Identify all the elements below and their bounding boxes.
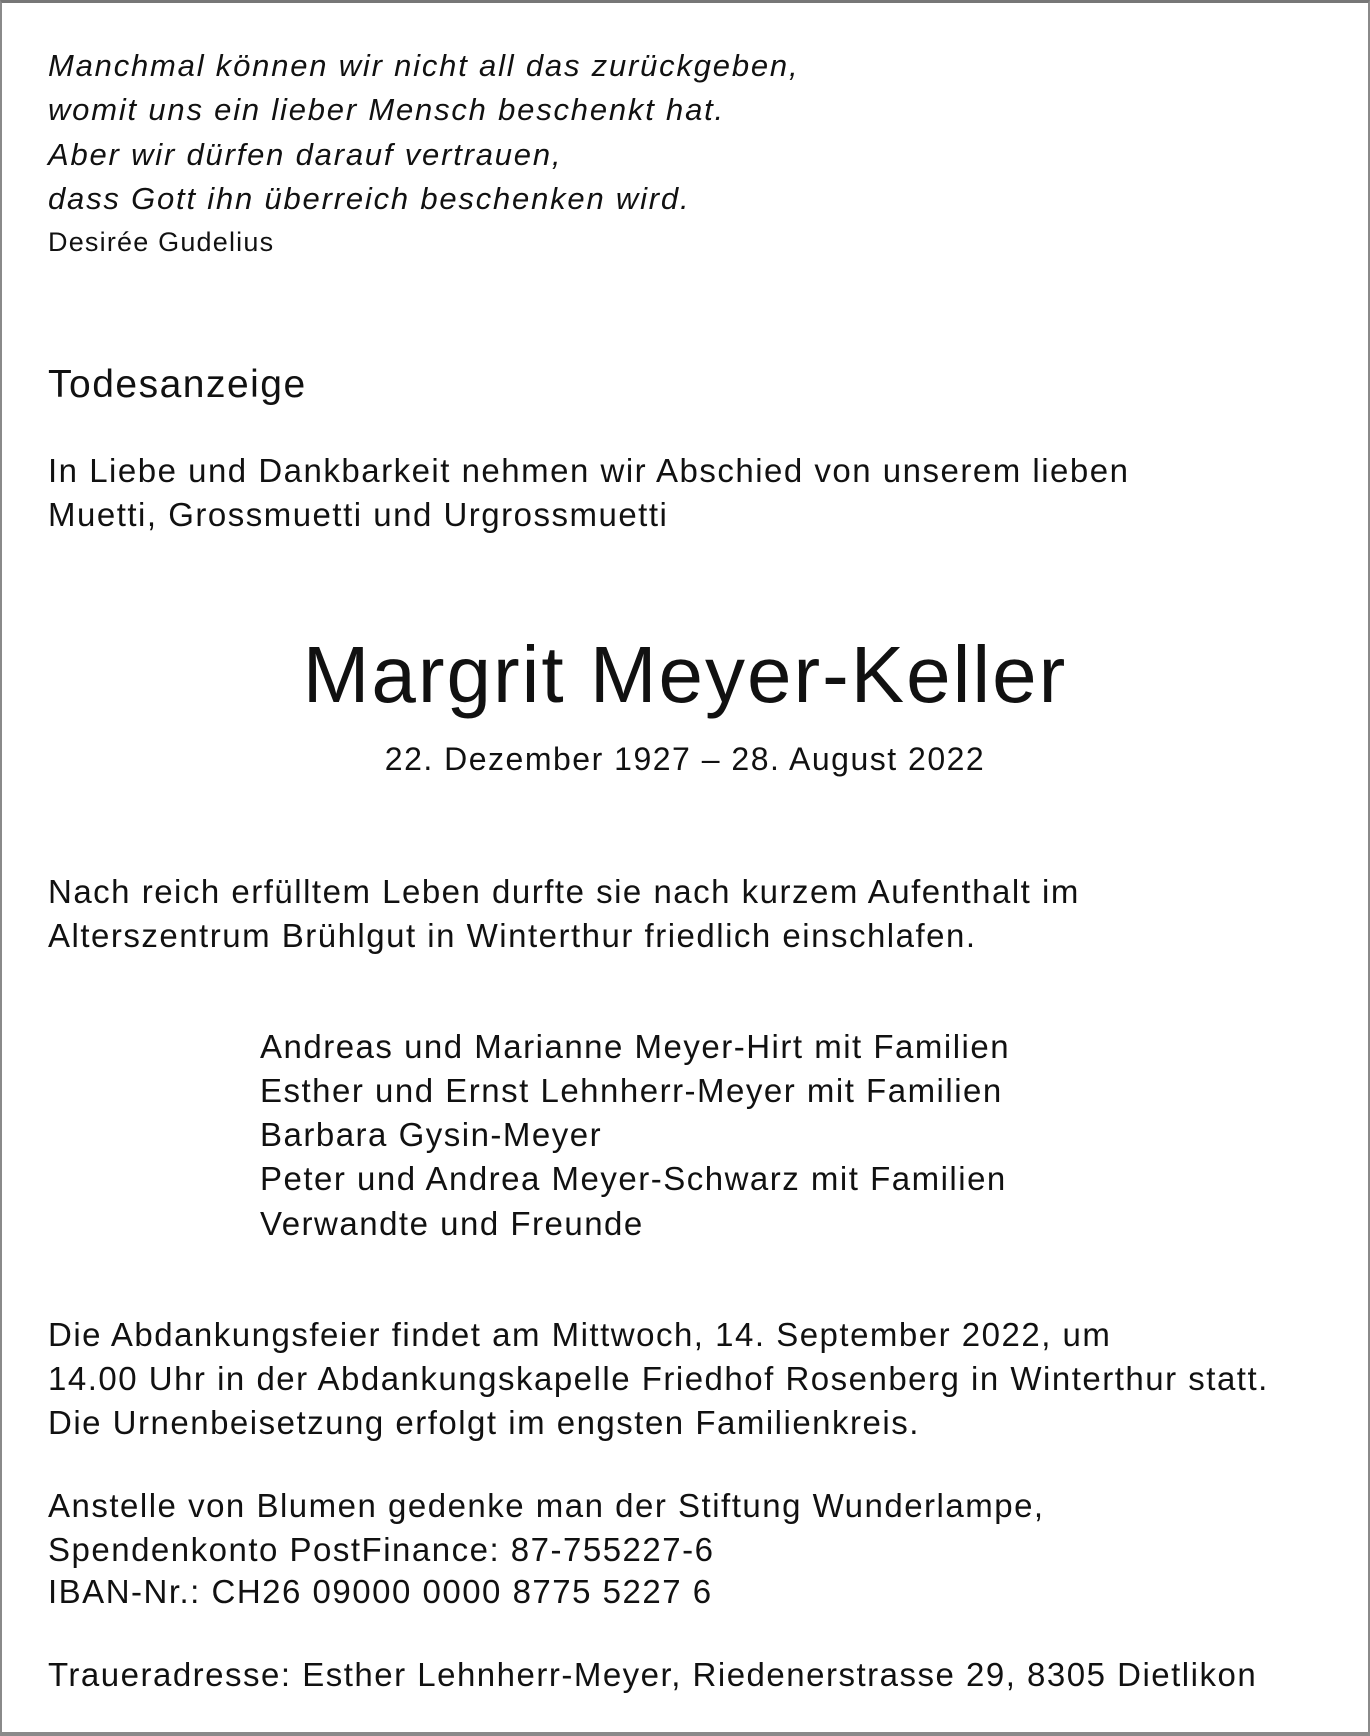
- quote-line: womit uns ein lieber Mensch beschenkt hat.: [48, 92, 725, 127]
- life-dates: 22. Dezember 1927 – 28. August 2022: [384, 741, 986, 777]
- quote-line: dass Gott ihn überreich beschenken wird.: [48, 181, 691, 216]
- family-member: Verwandte und Freunde: [260, 1205, 644, 1242]
- donation-line: IBAN-Nr.: CH26 09000 0000 8775 5227 6: [48, 1573, 713, 1610]
- ceremony-line: 14.00 Uhr in der Abdankungskapelle Friedhof Rosenberg in Winterthur statt.: [48, 1360, 1269, 1397]
- mourning-address: Traueradresse: Esther Lehnherr-Meyer, Riedenerstrasse 29, 8305 Dietlikon: [48, 1656, 1258, 1693]
- deceased-name: Margrit Meyer-Keller: [302, 630, 1068, 719]
- intro-line: In Liebe und Dankbarkeit nehmen wir Abschied von unserem lieben: [48, 452, 1130, 489]
- passing-line: Alterszentrum Brühlgut in Winterthur friedlich einschlafen.: [48, 917, 977, 954]
- quote-line: Manchmal können wir nicht all das zurückgeben,: [48, 48, 800, 83]
- ceremony-line: Die Abdankungsfeier findet am Mittwoch, 14. September 2022, um: [48, 1316, 1112, 1353]
- quote-author: Desirée Gudelius: [48, 227, 275, 257]
- donation-line: Anstelle von Blumen gedenke man der Stiftung Wunderlampe,: [48, 1487, 1045, 1524]
- quote-line: Aber wir dürfen darauf vertrauen,: [48, 137, 563, 172]
- family-member: Peter und Andrea Meyer-Schwarz mit Familien: [260, 1160, 1007, 1197]
- family-member: Barbara Gysin-Meyer: [260, 1116, 603, 1153]
- family-member: Andreas und Marianne Meyer-Hirt mit Familien: [260, 1028, 1011, 1065]
- donation-line: Spendenkonto PostFinance: 87-755227-6: [48, 1531, 715, 1568]
- intro-line: Muetti, Grossmuetti und Urgrossmuetti: [48, 496, 669, 533]
- passing-line: Nach reich erfülltem Leben durfte sie nach kurzem Aufenthalt im: [48, 873, 1080, 910]
- ceremony-line: Die Urnenbeisetzung erfolgt im engsten Familienkreis.: [48, 1404, 920, 1441]
- notice-heading: Todesanzeige: [48, 363, 307, 406]
- family-member: Esther und Ernst Lehnherr-Meyer mit Familien: [260, 1072, 1003, 1109]
